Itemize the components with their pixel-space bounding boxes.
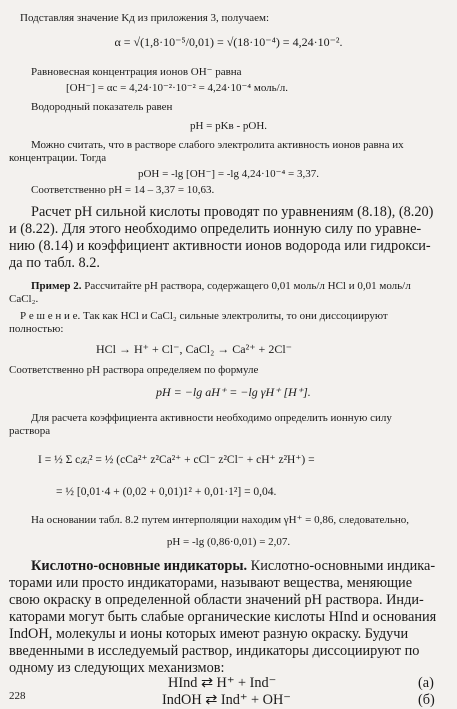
formula-ph-result: pH = -lg (0,86·0,01) = 2,07. [166, 536, 291, 548]
formula-alpha: α = √(1,8·10⁻⁵/0,01) = √(18·10⁻⁴) = 4,24·10⁻². [114, 35, 343, 49]
text-line: Подставляя значение Kд из приложения 3, получаем: [20, 12, 270, 24]
formula-ionic-strength-value: = ½ [0,01·4 + (0,02 + 0,01)1² + 0,01·1²] = 0,04. [56, 486, 277, 498]
text-line: Для расчета коэффициента активности необходимо определить ионную силу [31, 412, 392, 424]
equation-label-a: (a) [418, 675, 434, 691]
formula-poh: pOH = -lg [OH⁻] = -lg 4,24·10⁻⁴ = 3,37. [137, 168, 319, 180]
bold-heading: Пример 2. [31, 280, 82, 292]
page-number: 228 [9, 690, 26, 702]
dissociation-equation: HCl → H⁺ + Cl⁻, CaCl₂ → Ca²⁺ + 2Cl⁻ [96, 342, 292, 356]
text-line: IndOH, молекулы и ионы которых имеют разную окраску. Будучи [9, 626, 409, 642]
equilibrium-a: HInd ⇄ H⁺ + Ind⁻ [168, 675, 277, 691]
text-line: Кислотно-основные индикаторы. Кислотно-основными индика- [31, 558, 436, 574]
text-line: концентрации. Тогда [9, 152, 107, 164]
text-line: Можно считать, что в растворе слабого электролита активность ионов равна их [31, 139, 404, 151]
text-line: введенными в исследуемый раствор, индикаторы диссоциируют по [9, 643, 420, 659]
text-line: свою окраску в определенной области значений pH раствора. Инди- [9, 592, 424, 608]
text-line: Расчет pH сильной кислоты проводят по уравнениям (8.18), (8.20) [31, 204, 434, 220]
text-line: одному из следующих механизмов: [9, 660, 225, 676]
text-line: полностью: [9, 323, 64, 335]
formula-ionic-strength: I = ½ Σ cᵢzᵢ² = ½ (cCa²⁺ z²Ca²⁺ + cCl⁻ z²Cl⁻ + cH⁺ z²H⁺) = [38, 454, 315, 466]
bold-heading: Кислотно-основные индикаторы. [31, 558, 248, 574]
example-title: Пример 2. Рассчитайте pH раствора, содержащего 0,01 моль/л HCl и 0,01 моль/л [31, 280, 411, 292]
text-line: Соответственно pH раствора определяем по формуле [9, 364, 259, 376]
text-line: и (8.22). Для этого необходимо определить ионную силу по уравне- [9, 221, 422, 237]
text-line: нию (8.14) и коэффициент активности ионов водорода или гидрокси- [9, 238, 431, 254]
text-line: Водородный показатель равен [31, 101, 173, 113]
text-line: раствора [9, 425, 51, 437]
formula-ph-activity: pH = −lg aH⁺ = −lg γH⁺ [H⁺]. [156, 385, 311, 399]
text-line: На основании табл. 8.2 путем интерполяции находим γH⁺ = 0,86, следовательно, [31, 514, 410, 526]
text-line: каторами могут быть слабые органические кислоты HInd и основания [9, 609, 437, 625]
solution-line: Р е ш е н и е. Так как HCl и CaCl₂ сильные электролиты, то они диссоциируют [20, 310, 388, 322]
text-line: CaCl₂. [9, 293, 39, 305]
text-line: Соответственно pH = 14 – 3,37 = 10,63. [31, 184, 215, 196]
equilibrium-b: IndOH ⇄ Ind⁺ + OH⁻ [162, 692, 291, 708]
formula-oh: [OH⁻] = αc = 4,24·10⁻²·10⁻² = 4,24·10⁻⁴ моль/л. [66, 82, 288, 94]
text-line: торами или просто индикаторами, называют вещества, меняющие [9, 575, 413, 591]
text-line: да по табл. 8.2. [9, 255, 100, 271]
equation-label-b: (б) [418, 692, 435, 708]
formula-ph: pH = pKв - pOH. [189, 120, 268, 132]
text-line: Равновесная концентрация ионов OH⁻ равна [31, 66, 242, 78]
